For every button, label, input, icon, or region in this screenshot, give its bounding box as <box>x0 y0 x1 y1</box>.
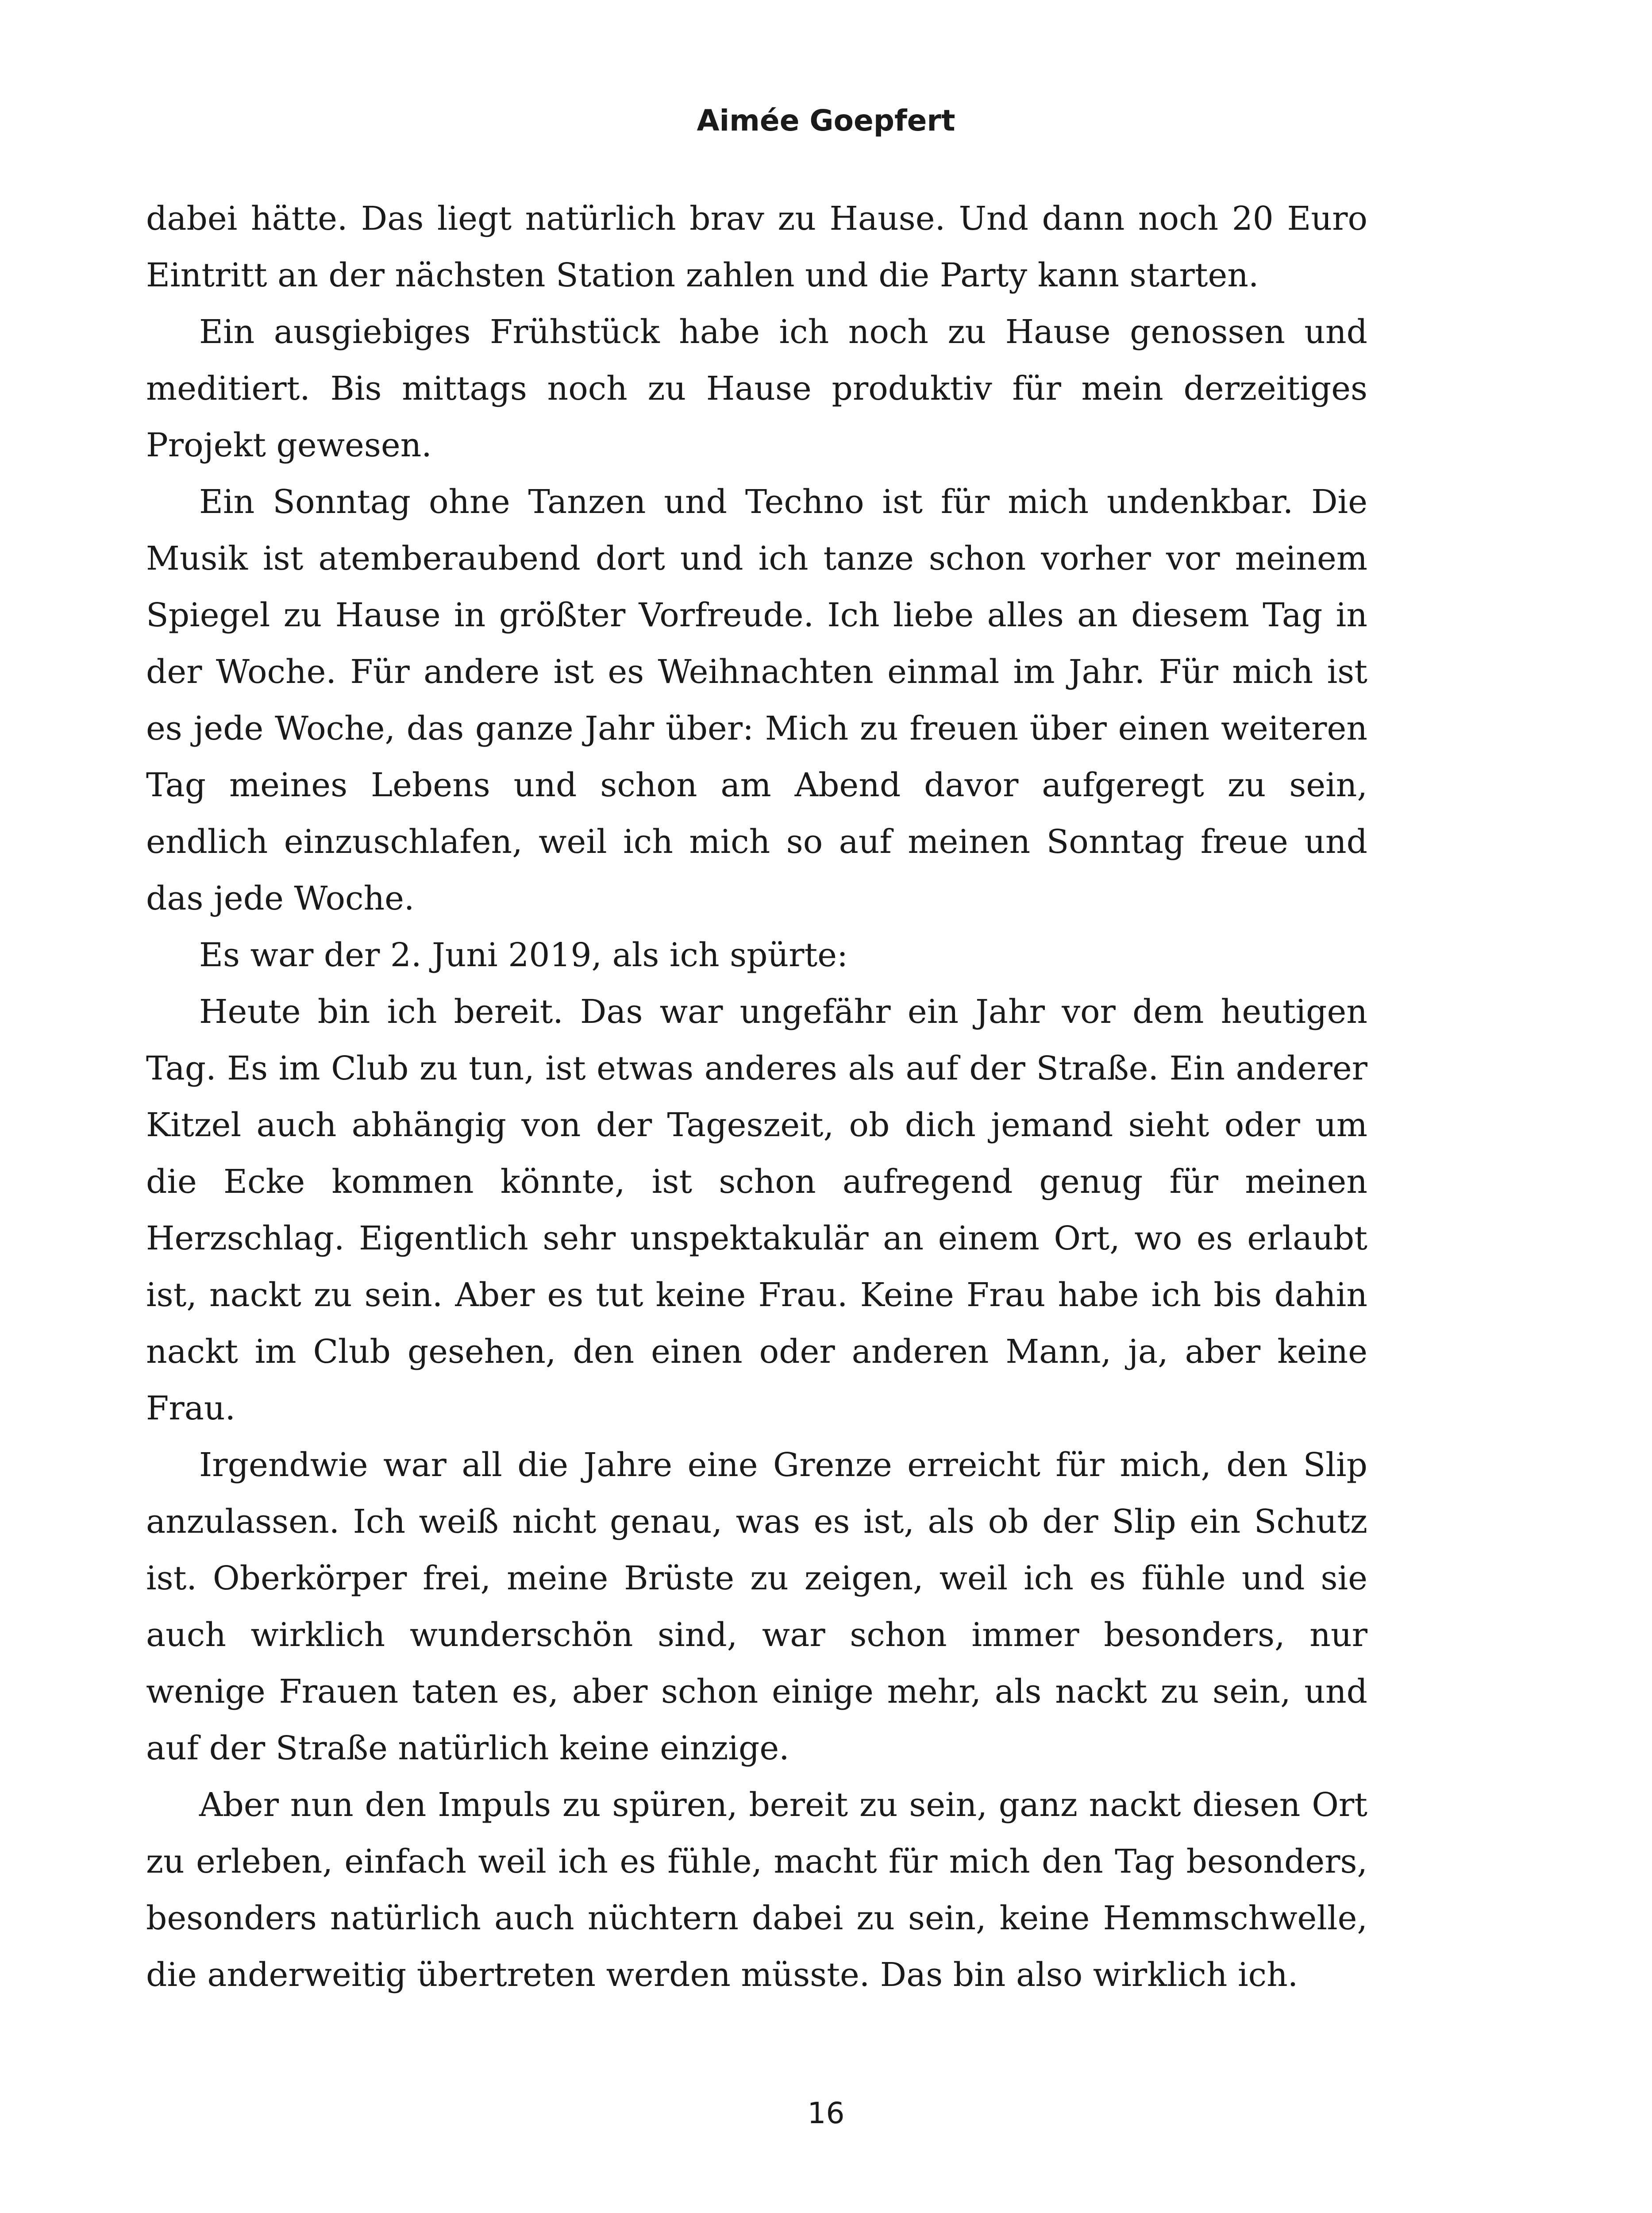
paragraph: Aber nun den Impuls zu spüren, bereit zu sein, ganz nackt diesen Ort zu erleben, einfach weil ich es fühle, macht für mich den Tag besonders, besonders natürlich auch nüchtern dabei zu sein, keine Hemmschwelle, die anderweitig übertreten werden müsste. Das bin also wirklich ich. <box>146 1786 1367 1994</box>
page-number: 16 <box>807 2096 845 2130</box>
paragraph: Heute bin ich bereit. Das war ungefähr ein Jahr vor dem heutigen Tag. Es im Club zu tun, ist etwas anderes als auf der Straße. Ein anderer Kitzel auch abhängig von der Tageszeit, ob dich jemand sieht oder um die Ecke kommen könnte, ist schon aufregend genug für meinen Herzschlag. Eigentlich sehr unspektakulär an einem Ort, wo es erlaubt ist, nackt zu sein. Aber es tut keine Frau. Keine Frau habe ich bis dahin nackt im Club gesehen, den einen oder anderen Mann, ja, aber keine Frau. <box>146 993 1367 1427</box>
paragraph: Es war der 2. Juni 2019, als ich spürte: <box>199 936 848 974</box>
paragraph: Irgendwie war all die Jahre eine Grenze erreicht für mich, den Slip anzulassen. Ich weiß nicht genau, was es ist, als ob der Slip ein Schutz ist. Oberkörper frei, meine Brüste zu zeigen, weil ich es fühle und sie auch wirklich wunderschön sind, war schon immer besonders, nur wenige Frauen taten es, aber schon einige mehr, als nackt zu sein, und auf der Straße natürlich keine einzige. <box>146 1446 1367 1767</box>
paragraph: dabei hätte. Das liegt natürlich brav zu Hause. Und dann noch 20 Euro Eintritt an der nächsten Station zahlen und die Party kann starten. <box>146 200 1367 294</box>
body-text <box>146 190 1367 2003</box>
paragraph: Ein Sonntag ohne Tanzen und Techno ist für mich undenkbar. Die Musik ist atemberaubend dort und ich tanze schon vorher vor meinem Spiegel zu Hause in größter Vorfreude. Ich liebe alles an diesem Tag in der Woche. Für andere ist es Weihnachten einmal im Jahr. Für mich ist es jede Woche, das ganze Jahr über: Mich zu freuen über einen weiteren Tag meines Lebens und schon am Abend davor aufgeregt zu sein, endlich einzuschlafen, weil ich mich so auf meinen Sonntag freue und das jede Woche. <box>146 483 1367 918</box>
running-head-author: Aimée Goepfert <box>697 104 955 138</box>
paragraph: Ein ausgiebiges Frühstück habe ich noch zu Hause genossen und meditiert. Bis mittags noch zu Hause produktiv für mein derzeitiges Projekt gewesen. <box>146 313 1367 464</box>
